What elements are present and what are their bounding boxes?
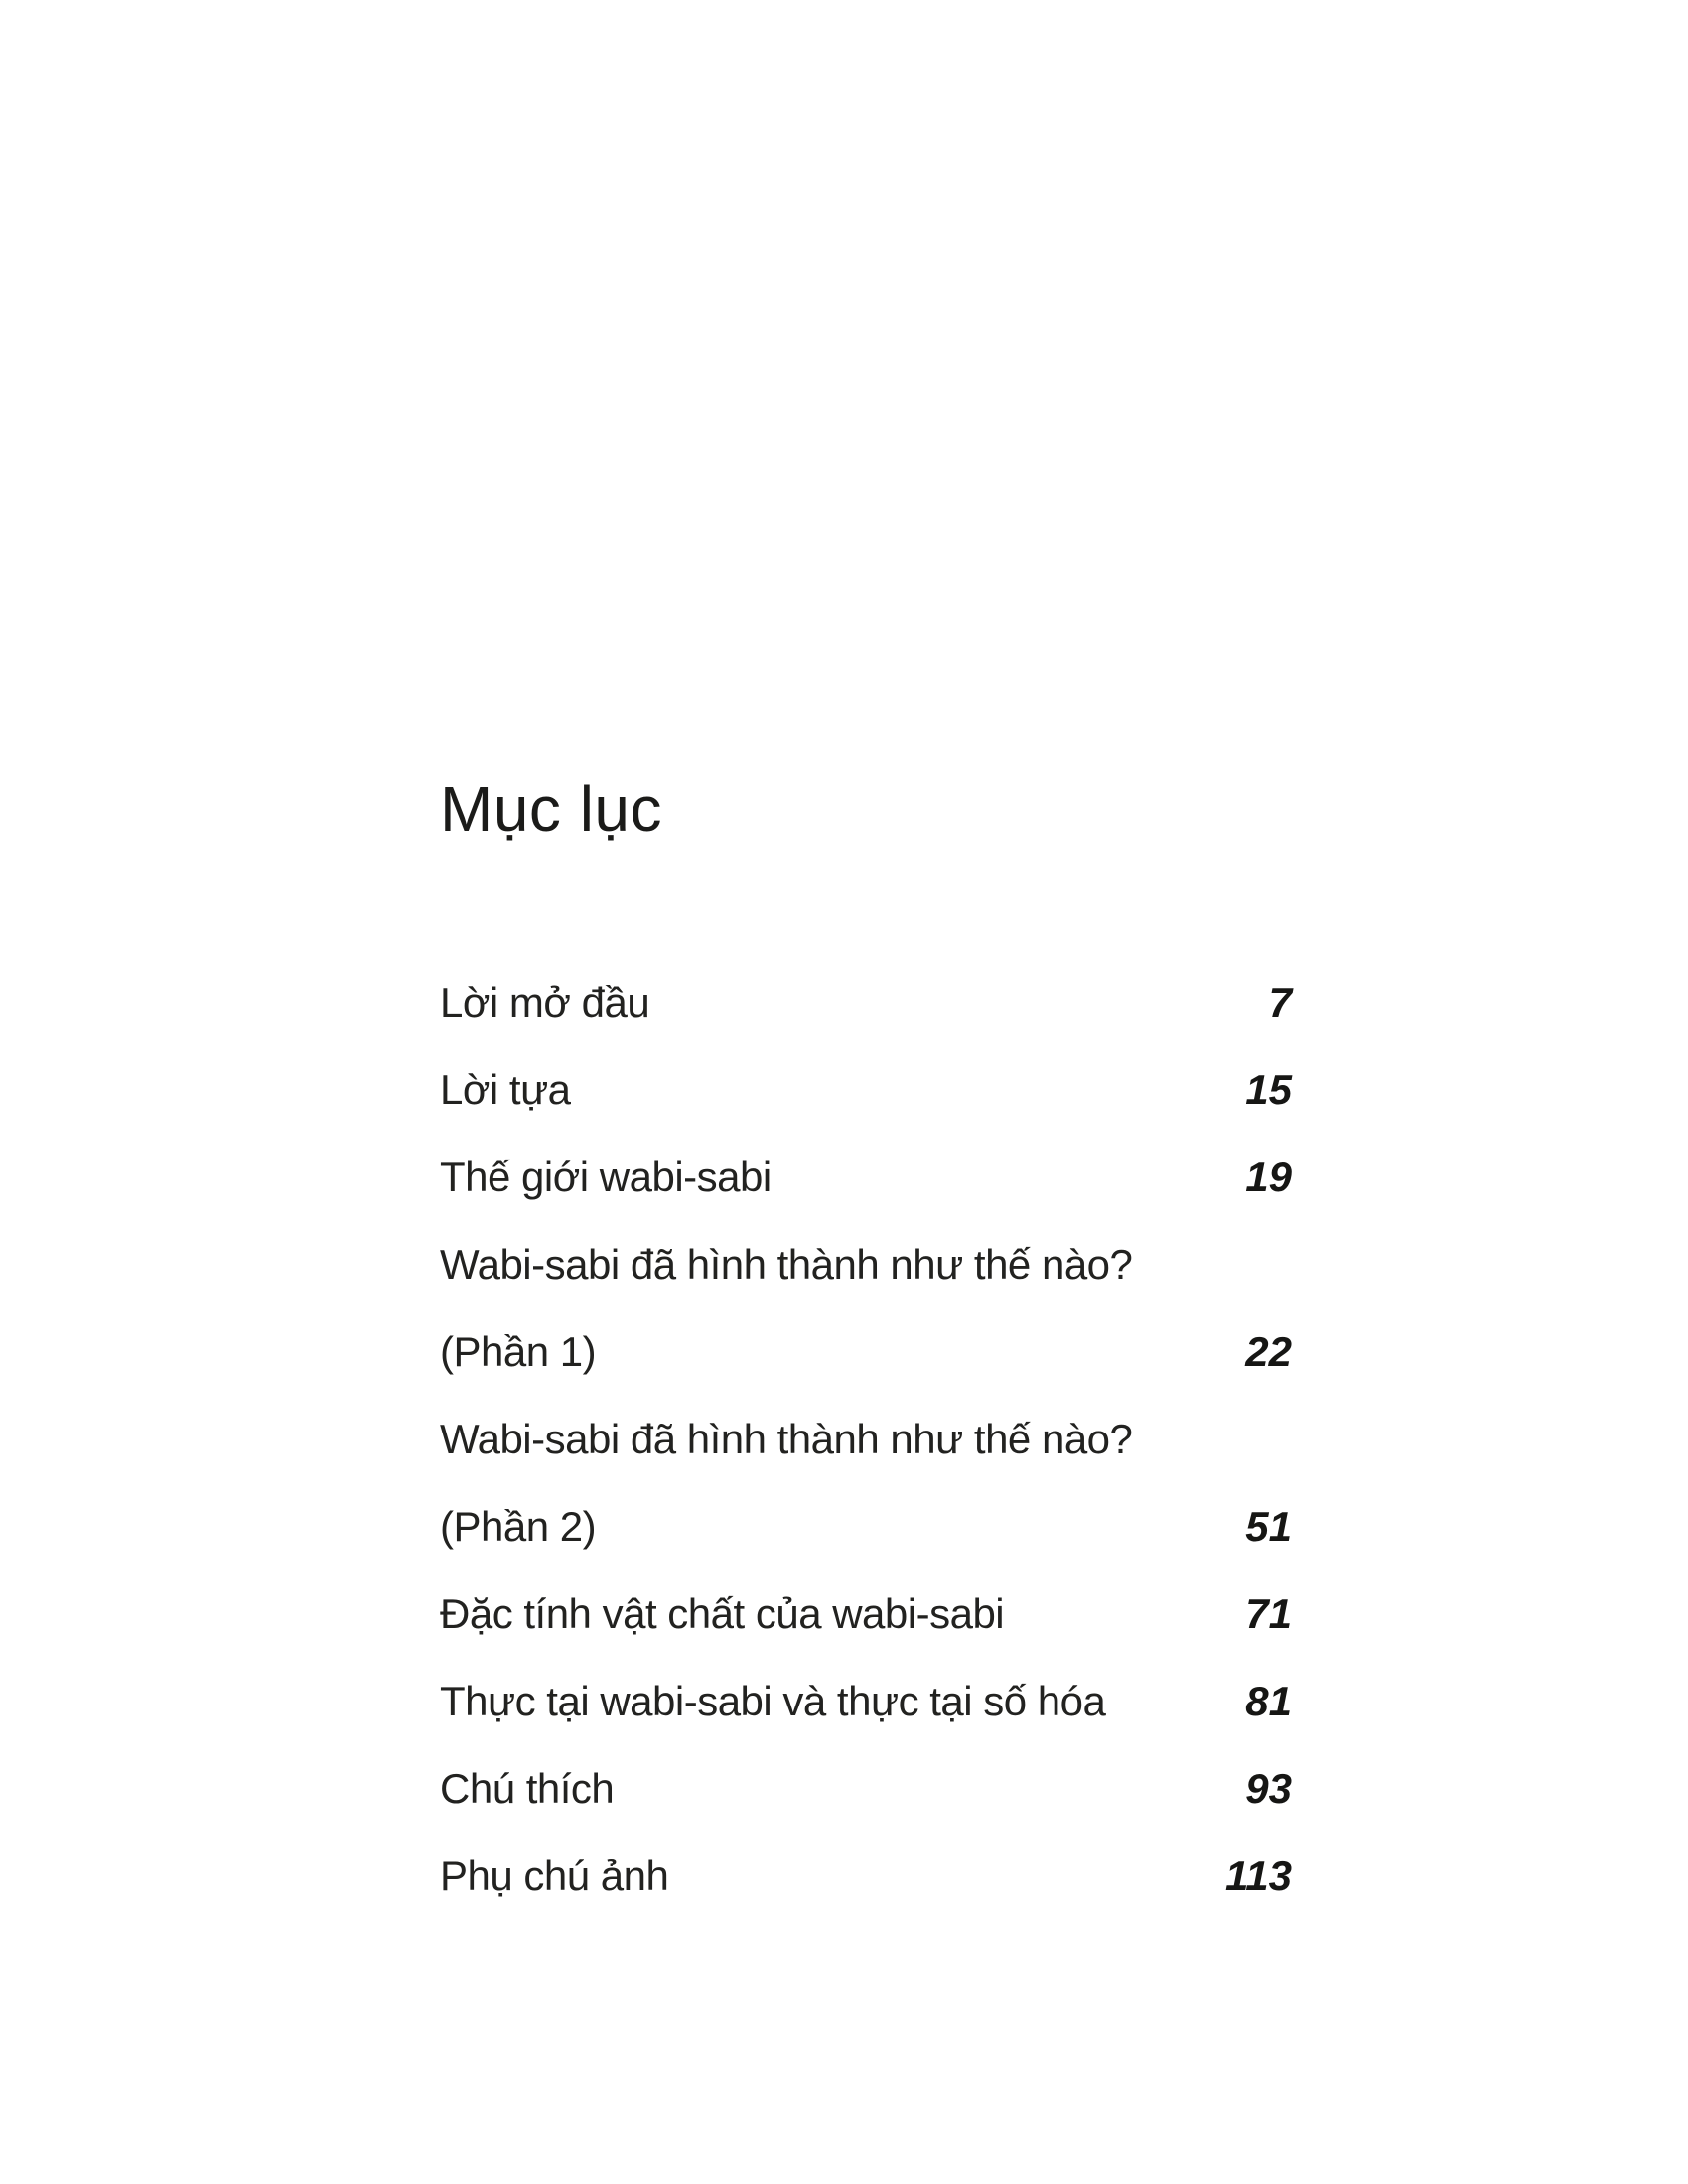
toc-entry-page: 15: [1245, 1066, 1292, 1113]
toc-entry-title: Đặc tính vật chất của wabi-sabi: [440, 1590, 1005, 1637]
toc-entry-page: 7: [1268, 979, 1292, 1025]
toc-row[interactable]: [440, 1658, 1292, 1745]
toc-entry-title: Thế giới wabi-sabi: [440, 1154, 772, 1200]
toc-entry-page: 19: [1245, 1154, 1292, 1200]
toc-entry-title: Chú thích: [440, 1765, 615, 1812]
toc-entry-title: Wabi-sabi đã hình thành như thế nào?: [440, 1416, 1133, 1462]
toc-entry-title: Lời tựa: [440, 1066, 571, 1113]
toc-entry-title: (Phần 1): [440, 1328, 597, 1375]
toc-entry-title: Lời mở đầu: [440, 979, 650, 1025]
toc-entry-page: 51: [1245, 1503, 1292, 1550]
toc-entry-page: 71: [1245, 1590, 1292, 1637]
toc-entry-title: Thực tại wabi-sabi và thực tại số hóa: [440, 1678, 1106, 1724]
toc-row[interactable]: [440, 959, 1292, 1046]
toc-row[interactable]: [440, 1221, 1292, 1308]
toc-row[interactable]: [440, 1483, 1292, 1570]
toc-entry-page: 81: [1245, 1678, 1292, 1724]
toc-row[interactable]: [440, 1396, 1292, 1483]
toc-entry-title: Wabi-sabi đã hình thành như thế nào?: [440, 1241, 1133, 1288]
toc-entry-page: 93: [1245, 1765, 1292, 1812]
toc-row[interactable]: [440, 1046, 1292, 1134]
toc-row[interactable]: [440, 1134, 1292, 1221]
page-title: Mục lục: [440, 773, 662, 845]
toc-entry-page: 22: [1245, 1328, 1292, 1375]
toc-entry-title: (Phần 2): [440, 1503, 597, 1550]
toc-entry-page: 113: [1225, 1852, 1292, 1899]
toc-row[interactable]: [440, 1308, 1292, 1396]
toc-row[interactable]: [440, 1745, 1292, 1833]
toc-entry-title: Phụ chú ảnh: [440, 1852, 669, 1899]
toc-row[interactable]: [440, 1570, 1292, 1658]
toc-list: [440, 959, 1292, 1920]
toc-row[interactable]: [440, 1833, 1292, 1920]
toc-page: [440, 772, 1292, 1920]
